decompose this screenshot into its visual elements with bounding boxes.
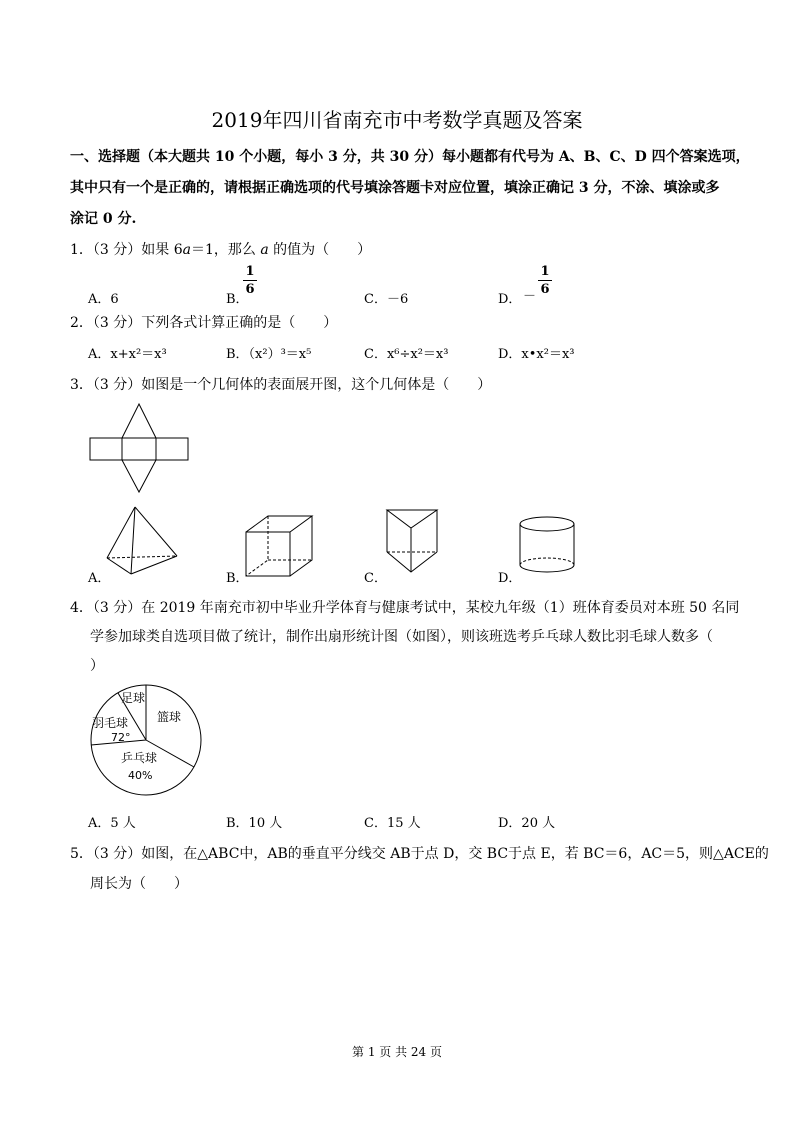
q1-option-c: C．－6 bbox=[364, 292, 409, 307]
q1-option-a: A．6 bbox=[88, 292, 119, 307]
q2-option-b: B．（x²）³＝x⁵ bbox=[226, 347, 312, 362]
net-bottom-triangle bbox=[122, 460, 156, 492]
page-footer: 第 1 页 共 24 页 bbox=[352, 1045, 442, 1059]
net-top-triangle bbox=[122, 404, 156, 438]
q3-option-b: B． bbox=[226, 571, 249, 586]
q1-var-a-2: a bbox=[260, 242, 269, 258]
q1-stem-pre: 1．（3 分）如果 6 bbox=[70, 242, 183, 258]
pie-label-pingpong-pct: 40% bbox=[128, 769, 153, 782]
q4-stem-line-1: 4．（3 分）在 2019 年南充市初中毕业升学体育与健康考试中，某校九年级（1）班体育委员对本班 50 名同 bbox=[70, 600, 740, 616]
section-instructions-line-1: 一、选择题（本大题共 10 个小题，每小 3 分，共 30 分）每小题都有代号为 A、B、C、D 四个答案选项， bbox=[70, 149, 750, 165]
pie-label-badminton: 羽毛球 bbox=[92, 716, 129, 730]
q2-option-d: D．x•x²＝x³ bbox=[498, 347, 575, 362]
q1-option-d-fraction bbox=[538, 264, 552, 297]
net-rectangles bbox=[90, 438, 188, 460]
q3-option-d: D． bbox=[498, 571, 522, 586]
q1-option-d-label: D． bbox=[498, 292, 522, 307]
pie-chart bbox=[89, 683, 203, 797]
q3-option-c: C． bbox=[364, 571, 387, 586]
section-instructions-line-3: 涂记 0 分. bbox=[70, 211, 137, 227]
q1-stem-mid: ＝1，那么 bbox=[190, 242, 261, 258]
triangular-prism-figure bbox=[387, 510, 439, 574]
pie-label-basketball: 篮球 bbox=[157, 710, 182, 724]
q1-option-b-fraction bbox=[243, 264, 257, 297]
q5-stem-line-2: 周长为（ ） bbox=[90, 876, 188, 892]
page-title: 2019年四川省南充市中考数学真题及答案 bbox=[211, 108, 583, 132]
section-instructions-line-2: 其中只有一个是正确的，请根据正确选项的代号填涂答题卡对应位置，填涂正确记 3 分，不涂、填涂或多 bbox=[70, 180, 720, 196]
q1-stem bbox=[70, 239, 371, 259]
q3-stem: 3．（3 分）如图是一个几何体的表面展开图，这个几何体是（ ） bbox=[70, 377, 492, 393]
fraction-bar bbox=[243, 280, 257, 281]
q4-option-a: A．5 人 bbox=[88, 816, 136, 831]
q1-option-b-numerator: 1 bbox=[245, 264, 255, 279]
q1-option-d-denominator: 6 bbox=[540, 282, 550, 297]
q1-var-a: a bbox=[182, 242, 191, 258]
q1-option-d-numerator: 1 bbox=[540, 264, 550, 279]
net-diagram bbox=[90, 404, 200, 494]
q4-option-d: D．20 人 bbox=[498, 816, 556, 831]
q1-option-d-sign: － bbox=[523, 289, 537, 304]
q1-stem-post: 的值为（ ） bbox=[268, 242, 372, 258]
q4-stem-line-3: ） bbox=[90, 658, 104, 674]
pie-label-badminton-angle: 72° bbox=[111, 731, 131, 744]
q2-stem: 2．（3 分）下列各式计算正确的是（ ） bbox=[70, 315, 338, 331]
q2-option-a: A．x+x²＝x³ bbox=[88, 347, 167, 362]
cube-figure bbox=[246, 516, 318, 578]
cylinder-figure bbox=[519, 516, 577, 576]
fraction-bar bbox=[538, 280, 552, 281]
pie-label-football: 足球 bbox=[121, 691, 146, 705]
q1-option-b-denominator: 6 bbox=[245, 282, 255, 297]
pyramid-figure bbox=[107, 507, 179, 577]
q1-option-b-label: B． bbox=[226, 292, 249, 307]
pie-label-pingpong: 乒乓球 bbox=[121, 751, 158, 765]
q4-stem-line-2: 学参加球类自选项目做了统计，制作出扇形统计图（如图），则该班选考乒乓球人数比羽毛球人数多（ bbox=[90, 629, 713, 645]
q3-option-a: A． bbox=[88, 571, 111, 586]
q5-stem-line-1: 5．（3 分）如图，在△ABC中，AB的垂直平分线交 AB于点 D，交 BC于点 E，若 BC＝6，AC＝5，则△ACE的 bbox=[70, 846, 769, 862]
q4-option-b: B．10 人 bbox=[226, 816, 283, 831]
q2-option-c: C．x⁶÷x²＝x³ bbox=[364, 347, 449, 362]
q4-option-c: C．15 人 bbox=[364, 816, 421, 831]
